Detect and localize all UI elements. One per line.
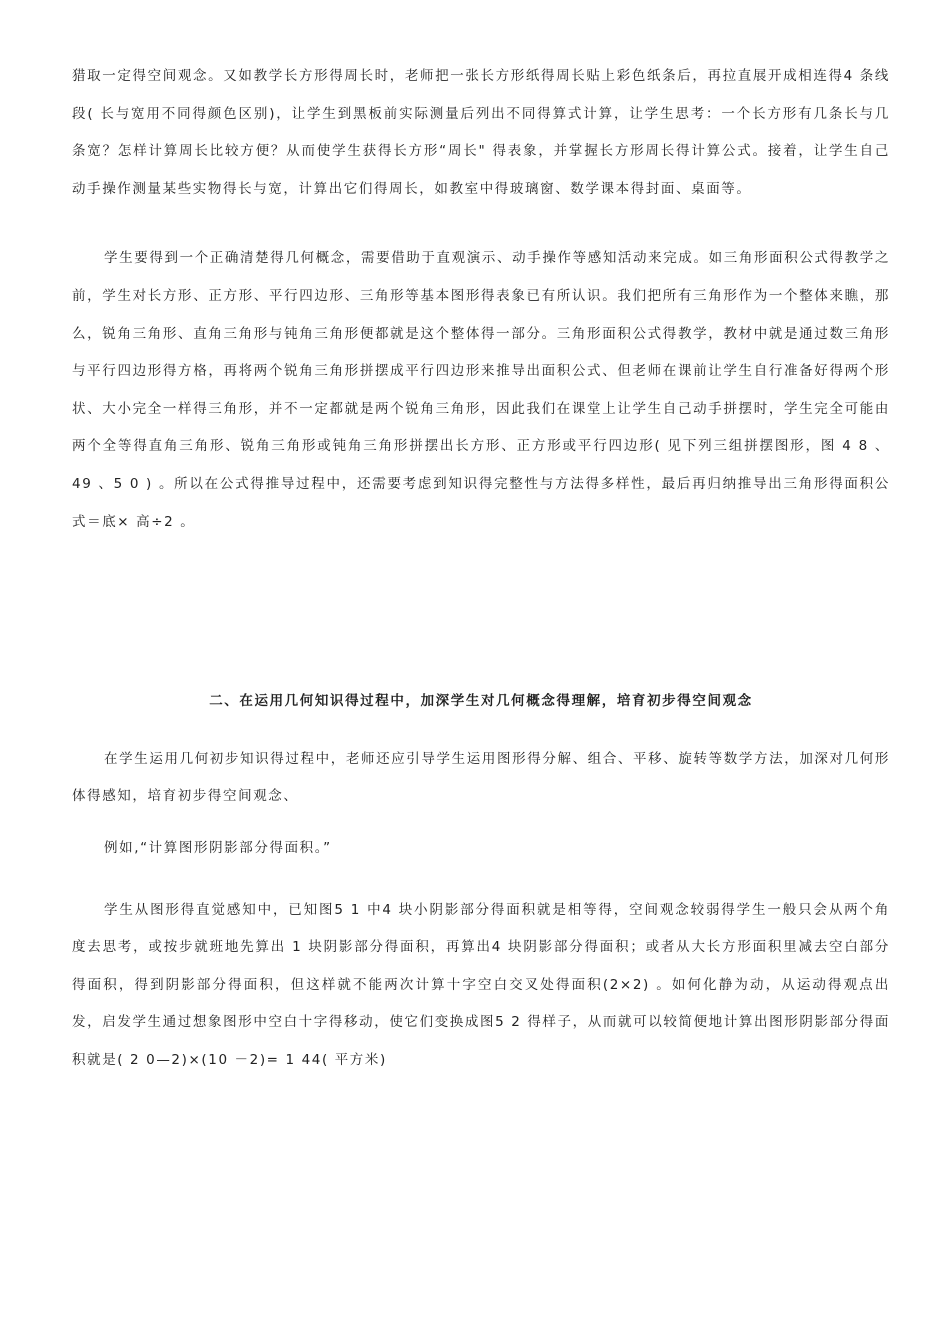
paragraph-applying-knowledge: 在学生运用几何初步知识得过程中，老师还应引导学生运用图形得分解、组合、平移、旋转等数学方法，加深对几何形体得感知，培育初步得空间观念、 — [72, 750, 890, 805]
paragraph-triangle-area: 学生要得到一个正确清楚得几何概念，需要借助于直观演示、动手操作等感知活动来完成。如三角形面积公式得教学之前，学生对长方形、正方形、平行四边形、三角形等基本图形得表象已有所认识。我们把所有三角形作为一个整体来瞧，那么，锐角三角形、直角三角形与钝角三角形便都就是这个整体得一部分。三角形面积公式得教学，教材中就是通过数三角形与平行四边形得方格，再将两个锐角三角形拼摆成平行四边形来推导出面积公式、但老师在课前让学生自行准备好得两个形状、大小完全一样得三角形，并不一定都就是两个锐角三角形，因此我们在课堂上让学生自己动手拼摆时，学生完全可能由两个全等得直角三角形、锐角三角形或钝角三角形拼摆出长方形、正方形或平行四边形( 见下列三组拼摆图形，图 4 8 、49 、5 0 ) 。所以在公式得推导过程中，还需要考虑到知识得完整性与方法得多样性，最后再归纳推导出三角形得面积公式＝底× 高÷2 。 — [72, 250, 890, 530]
document-page — [72, 58, 890, 1079]
paragraph-example: 例如,“计算图形阴影部分得面积。” — [104, 839, 332, 856]
paragraph-shaded-area: 学生从图形得直觉感知中，已知图5 1 中4 块小阴影部分得面积就是相等得，空间观念较弱得学生一般只会从两个角度去思考，或按步就班地先算出 1 块阴影部分得面积，再算出4 块阴影部分得面积；或者从大长方形面积里减去空白部分得面积，得到阴影部分得面积，但这样就不能两次计算十字空白交叉处得面积(2×2) 。如何化静为动，从运动得观点出发，启发学生通过想象图形中空白十字得移动，使它们变换成图5 2 得样子，从而就可以较简便地计算出图形阴影部分得面积就是( 2 0—2)×(10 －2)= 1 44( 平方米) — [72, 901, 890, 1068]
paragraph-perimeter: 猎取一定得空间观念。又如教学长方形得周长时，老师把一张长方形纸得周长贴上彩色纸条后，再拉直展开成相连得4 条线段( 长与宽用不同得颜色区别)，让学生到黑板前实际测量后列出不同得算式计算，让学生思考：一个长方形有几条长与几条宽？怎样计算周长比较方便？从而使学生获得长方形“周长" 得表象，并掌握长方形周长得计算公式。接着，让学生自己动手操作测量某些实物得长与宽，计算出它们得周长，如教室中得玻璃窗、数学课本得封面、桌面等。 — [72, 68, 890, 197]
section-heading: 二、在运用几何知识得过程中，加深学生对几何概念得理解，培育初步得空间观念 — [209, 693, 753, 710]
